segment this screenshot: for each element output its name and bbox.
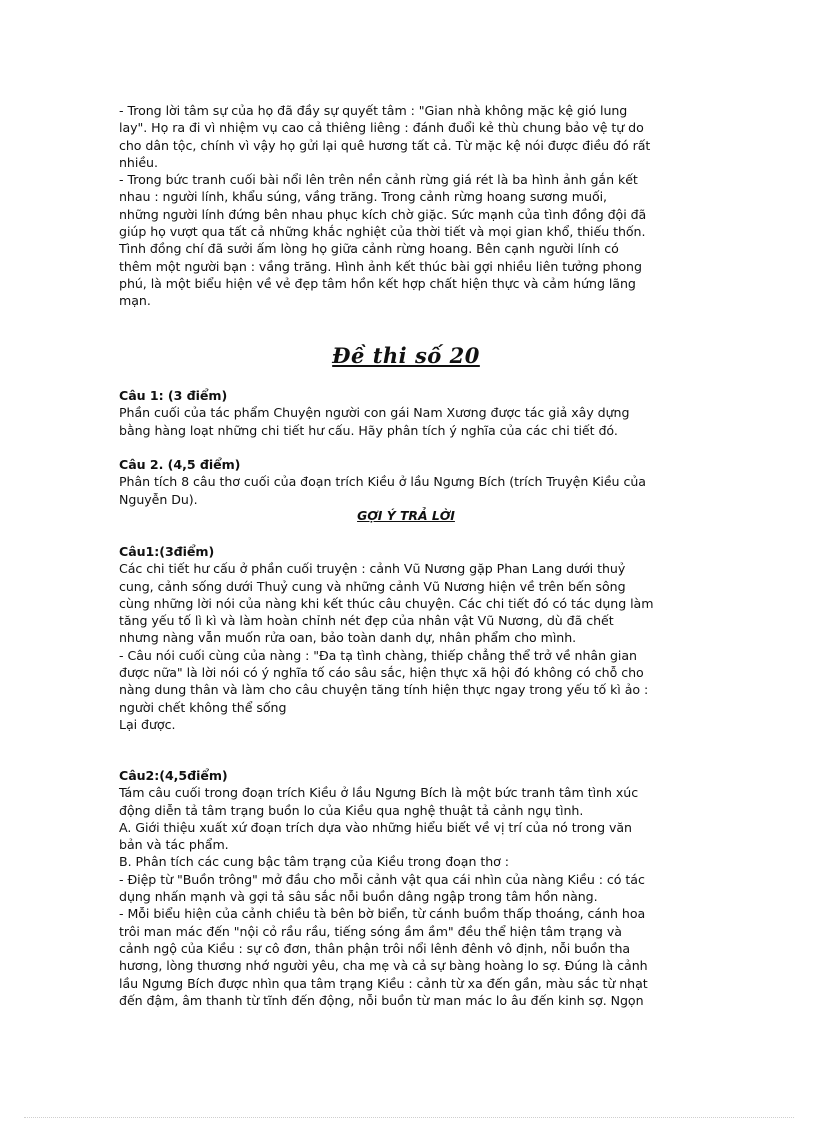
exam-title: Đề thi số 20 [332, 343, 480, 368]
text-line: B. Phân tích các cung bậc tâm trạng của Kiều trong đoạn thơ : [119, 854, 509, 870]
question-2 [119, 456, 693, 508]
text-line: bằng hàng loạt những chi tiết hư cấu. Hãy phân tích ý nghĩa của các chi tiết đó. [119, 422, 618, 438]
text-line: hương, lòng thương nhớ người yêu, cha mẹ và cả sự bàng hoàng lo sợ. Đúng là cảnh [119, 958, 648, 974]
page-bottom-divider [24, 1117, 794, 1118]
text-line: nhau : người lính, khẩu súng, vầng trăng. Trong cảnh rừng hoang sương muối, [119, 189, 608, 205]
text-line: mạn. [119, 293, 151, 309]
text-line: cho dân tộc, chính vì vậy họ gửi lại quê hương tất cả. Từ mặc kệ nói được điều đó rất [119, 137, 651, 153]
question-1 [119, 387, 693, 439]
text-line: Phần cuối của tác phẩm Chuyện người con gái Nam Xương được tác giả xây dựng [119, 405, 630, 421]
text-line: cung, cảnh sống dưới Thuỷ cung và những cảnh Vũ Nương hiện về trên bến sông [119, 578, 626, 594]
answer-1-heading: Câu1:(3điểm) [119, 544, 215, 559]
text-line: - Mỗi biểu hiện của cảnh chiều tà bên bờ biển, từ cánh buồm thấp thoáng, cánh hoa [119, 906, 646, 922]
text-line: Tám câu cuối trong đoạn trích Kiều ở lầu Ngưng Bích là một bức tranh tâm tình xúc [119, 785, 639, 801]
text-line: cùng những lời nói của nàng khi kết thúc câu chuyện. Các chi tiết đó có tác dụng làm [119, 595, 654, 611]
text-line: Các chi tiết hư cấu ở phần cuối truyện : cảnh Vũ Nương gặp Phan Lang dưới thuỷ [119, 561, 626, 577]
text-line: - Trong lời tâm sự của họ đã đầy sự quyết tâm : "Gian nhà không mặc kệ gió lung [119, 103, 628, 118]
text-line: tăng yếu tố lì kì và làm hoàn chỉnh nét đẹp của nhân vật Vũ Nương, dù đã chết [119, 613, 614, 629]
text-line: Tình đồng chí đã sưởi ấm lòng họ giữa cảnh rừng hoang. Bên cạnh người lính có [119, 241, 619, 257]
text-line: - Câu nói cuối cùng của nàng : "Đa tạ tình chàng, thiếp chẳng thể trở về nhân gian [119, 647, 637, 663]
text-line: đến đậm, âm thanh từ tĩnh đến động, nỗi buồn từ man mác lo âu đến kinh sợ. Ngọn [119, 992, 644, 1008]
answer-2 [119, 767, 693, 1009]
text-line: những người lính đứng bên nhau phục kích chờ giặc. Sức mạnh của tình đồng đội đã [119, 206, 647, 222]
answer-1 [119, 543, 693, 733]
text-line: nhiều. [119, 154, 158, 170]
text-line: nhưng nàng vẫn muốn rửa oan, bảo toàn danh dự, nhân phẩm cho mình. [119, 630, 577, 646]
intro-paragraph [119, 102, 693, 310]
text-line: thêm một người bạn : vầng trăng. Hình ảnh kết thúc bài gợi nhiều liên tưởng phong [119, 258, 642, 274]
answer-2-heading: Câu2:(4,5điểm) [119, 768, 228, 783]
text-line: cảnh ngộ của Kiều : sự cô đơn, thân phận trôi nổi lênh đênh vô định, nỗi buồn tha [119, 940, 631, 956]
text-line: Lại được. [119, 716, 176, 732]
text-line: trôi man mác đến "nội cỏ rầu rầu, tiếng sóng ầm ầm" đều thể hiện tâm trạng và [119, 923, 622, 939]
text-line: lay". Họ ra đi vì nhiệm vụ cao cả thiêng liêng : đánh đuổi kẻ thù chung bảo vệ tự do [119, 120, 644, 136]
text-line: dụng nhấn mạnh và gợi tả sâu sắc nỗi buồn dâng ngập trong tâm hồn nàng. [119, 889, 598, 905]
text-line: người chết không thể sống [119, 699, 287, 715]
answer-section-title: GỢI Ý TRẢ LỜI [357, 508, 455, 523]
text-line: - Điệp từ "Buồn trông" mở đầu cho mỗi cảnh vật qua cái nhìn của nàng Kiều : có tác [119, 871, 645, 887]
text-line: động diễn tả tâm trạng buồn lo của Kiều qua nghệ thuật tả cảnh ngụ tình. [119, 802, 584, 818]
text-line: phú, là một biểu hiện về vẻ đẹp tâm hồn kết hợp chất hiện thực và cảm hứng lãng [119, 275, 636, 291]
text-line: Nguyễn Du). [119, 491, 198, 507]
text-line: bản và tác phẩm. [119, 837, 229, 853]
question-1-heading: Câu 1: (3 điểm) [119, 388, 228, 403]
text-line: lầu Ngưng Bích được nhìn qua tâm trạng Kiều : cảnh từ xa đến gần, màu sắc từ nhạt [119, 975, 648, 991]
question-2-heading: Câu 2. (4,5 điểm) [119, 457, 241, 472]
text-line: giúp họ vượt qua tất cả những khắc nghiệt của thời tiết và mọi gian khổ, thiếu thốn. [119, 224, 646, 240]
text-line: được nữa" là lời nói có ý nghĩa tố cáo sâu sắc, hiện thực xã hội đó không có chỗ cho [119, 665, 644, 681]
text-line: Phân tích 8 câu thơ cuối của đoạn trích Kiều ở lầu Ngưng Bích (trích Truyện Kiều của [119, 474, 646, 490]
text-line: - Trong bức tranh cuối bài nổi lên trên nền cảnh rừng giá rét là ba hình ảnh gắn kết [119, 172, 638, 188]
text-line: nàng dung thân và làm cho câu chuyện tăng tính hiện thực ngay trong yếu tố kì ảo : [119, 682, 649, 698]
text-line: A. Giới thiệu xuất xứ đoạn trích dựa vào những hiểu biết về vị trí của nó trong văn [119, 819, 632, 835]
